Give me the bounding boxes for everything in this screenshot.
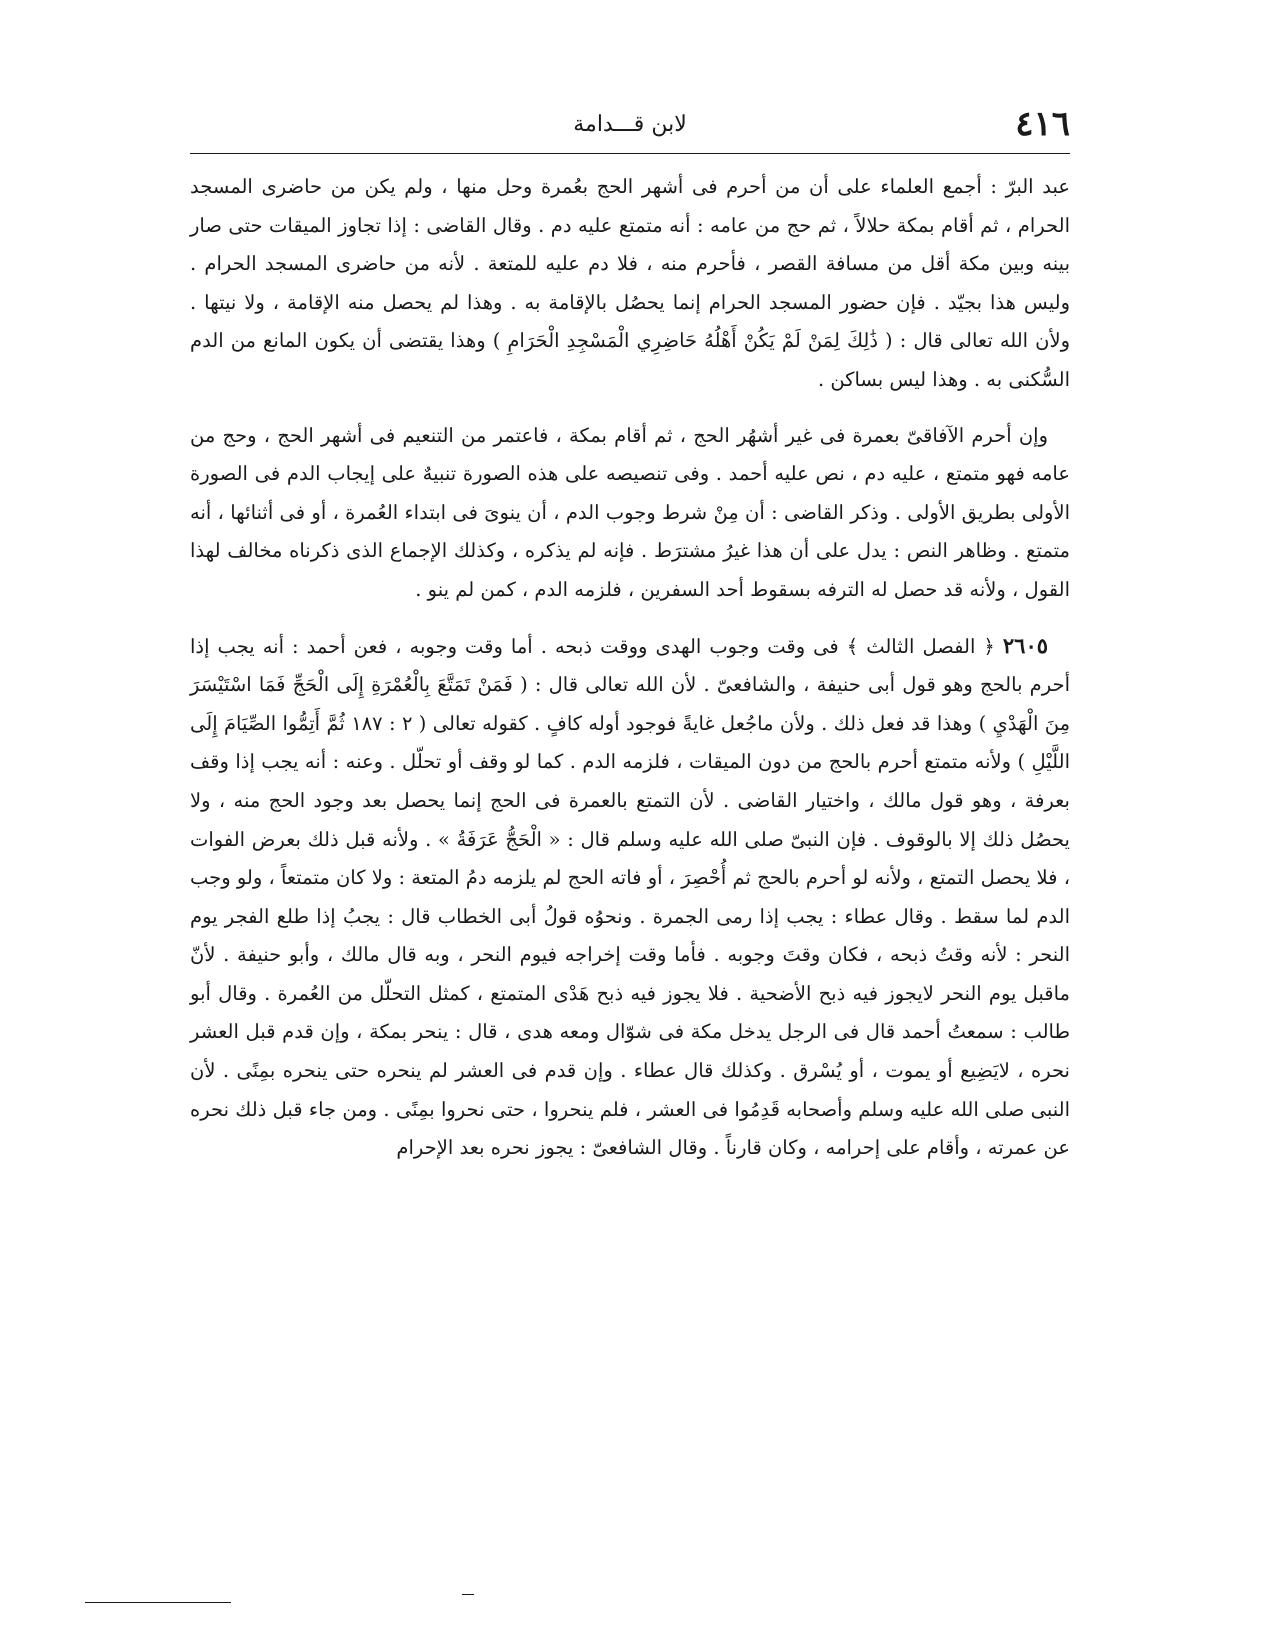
paragraph-2: وإن أحرم الآفاقىّ بعمرة فى غير أشهُر الحج ، ثم أقام بمكة ، فاعتمر من التنعيم فى أشهر الحج ، وحج من عامه فهو متمتع ، عليه دم ، نص عليه أحمد . وفى تنصيصه على هذه الصورة تنبيهٌ على إيجاب الدم فى الصورة الأولى بطريق الأولى . وذكر القاضى : أن مِنْ شرط وجوب الدم ، أن ينوىَ فى ابتداء العُمرة ، أو فى أثنائها ، أنه متمتع . وظاهر النص : يدل على أن هذا غيرُ مشترَط . فإنه لم يذكره ، وكذلك الإجماع الذى ذكرناه مخالف لهذا القول ، ولأنه قد حصل له الترفه بسقوط أحد السفرين ، فلزمه الدم ، كمن لم ينو . [190,423,1071,601]
header-rule [190,153,1070,154]
footnote-rule [85,1602,231,1603]
paragraph-1: عبد البرّ : أجمع العلماء على أن من أحرم فى أشهر الحج بعُمرة وحل منها ، ولم يكن من حاضرى المسجد الحرام ، ثم أقام بمكة حلالاً ، ثم حج من عامه : أنه متمتع عليه دم . وقال القاضى : إذا تجاوز الميقات حتى صار بينه وبين مكة أقل من مسافة القصر ، فأحرم منه ، فلا دم عليه للمتعة . لأنه من حاضرى المسجد الحرام . وليس هذا بجيّد . فإن حضور المسجد الحرام إنما يحصُل بالإقامة به . وهذا لم يحصل منه الإقامة ، ولا نيتها . ولأن الله تعالى قال : ( ذَٰلِكَ لِمَنْ لَمْ يَكُنْ أَهْلُهُ حَاضِرِي الْمَسْجِدِ الْحَرَامِ ) وهذا يقتضى أن يكون المانع من الدم السُّكنى به . وهذا ليس بساكن . [190,175,1070,391]
footer-mark [462,1594,474,1595]
paragraph-3-section [190,627,1070,1168]
page-number: ٤١٦ [1015,104,1070,144]
section-number: ٢٦٠٥ [1002,632,1049,658]
section-text: ﴿ الفصل الثالث ﴾ فى وقت وجوب الهدى ووقت ذبحه . أما وقت وجوبه ، فعن أحمد : أنه يجب إذا أحرم بالحج وهو قول أبى حنيفة ، والشافعىّ . لأن الله تعالى قال : ( فَمَنْ تَمَتَّعَ بِالْعُمْرَةِ إِلَى الْحَجِّ فَمَا اسْتَيْسَرَ مِنَ الْهَدْيِ ) وهذا قد فعل ذلك . ولأن ماجُعل غايةً فوجود أوله كافٍ . كقوله تعالى ( ٢ : ١٨٧ ثُمَّ أَتِمُّوا الصِّيَامَ إِلَى اللَّيْلِ ) ولأنه متمتع أحرم بالحج من دون الميقات ، فلزمه الدم . كما لو وقف أو تحلّل . وعنه : أنه يجب إذا وقف بعرفة ، وهو قول مالك ، واختيار القاضى . لأن التمتع بالعمرة فى الحج إنما يحصل بعد وجود الحج منه ، ولا يحصُل ذلك إلا بالوقوف . فإن النبىّ صلى الله عليه وسلم قال : « الْحَجُّ عَرَفَةُ » . ولأنه قبل ذلك بعرض الفوات ، فلا يحصل التمتع ، ولأنه لو أحرم بالحج ثم أُحْصِرَ ، أو فاته الحج لم يلزمه دمُ المتعة : ولا كان متمتعاً ، ولو وجب الدم لما سقط . وقال عطاء : يجب إذا رمى الجمرة . ونحوُه قولُ أبى الخطاب قال : يجبُ إذا طلع الفجر يوم النحر : لأنه وقتُ ذبحه ، فكان وقتَ وجوبه . فأما وقت إخراجه فيوم النحر ، وبه قال مالك ، وأبو حنيفة . لأنّ ماقبل يوم النحر لايجوز فيه ذبح الأضحية . فلا يجوز فيه ذبح هَدْى المتمتع ، كمثل التحلّل من العُمرة . وقال أبو طالب : سمعتُ أحمد قال فى الرجل يدخل مكة فى شوّال ومعه هدى ، قال : ينحر بمكة ، وإن قدم قبل العشر نحره ، لايَضِيع أو يموت ، أو يُسْرق . وكذلك قال عطاء . وإن قدم فى العشر لم ينحره حتى ينحره بمِنًى . لأن النبى صلى الله عليه وسلم وأصحابه قَدِمُوا فى العشر ، فلم ينحروا ، حتى نحروا بمِنًى . ومن جاء قبل ذلك نحره عن عمرته ، وأقام على إحرامه ، وكان قارناً . وقال الشافعىّ : يجوز نحره بعد الإحرام [190,634,1071,1160]
running-title: لابن قـــدامة [573,112,687,137]
running-head [190,98,1070,148]
body-text [190,168,1070,1168]
